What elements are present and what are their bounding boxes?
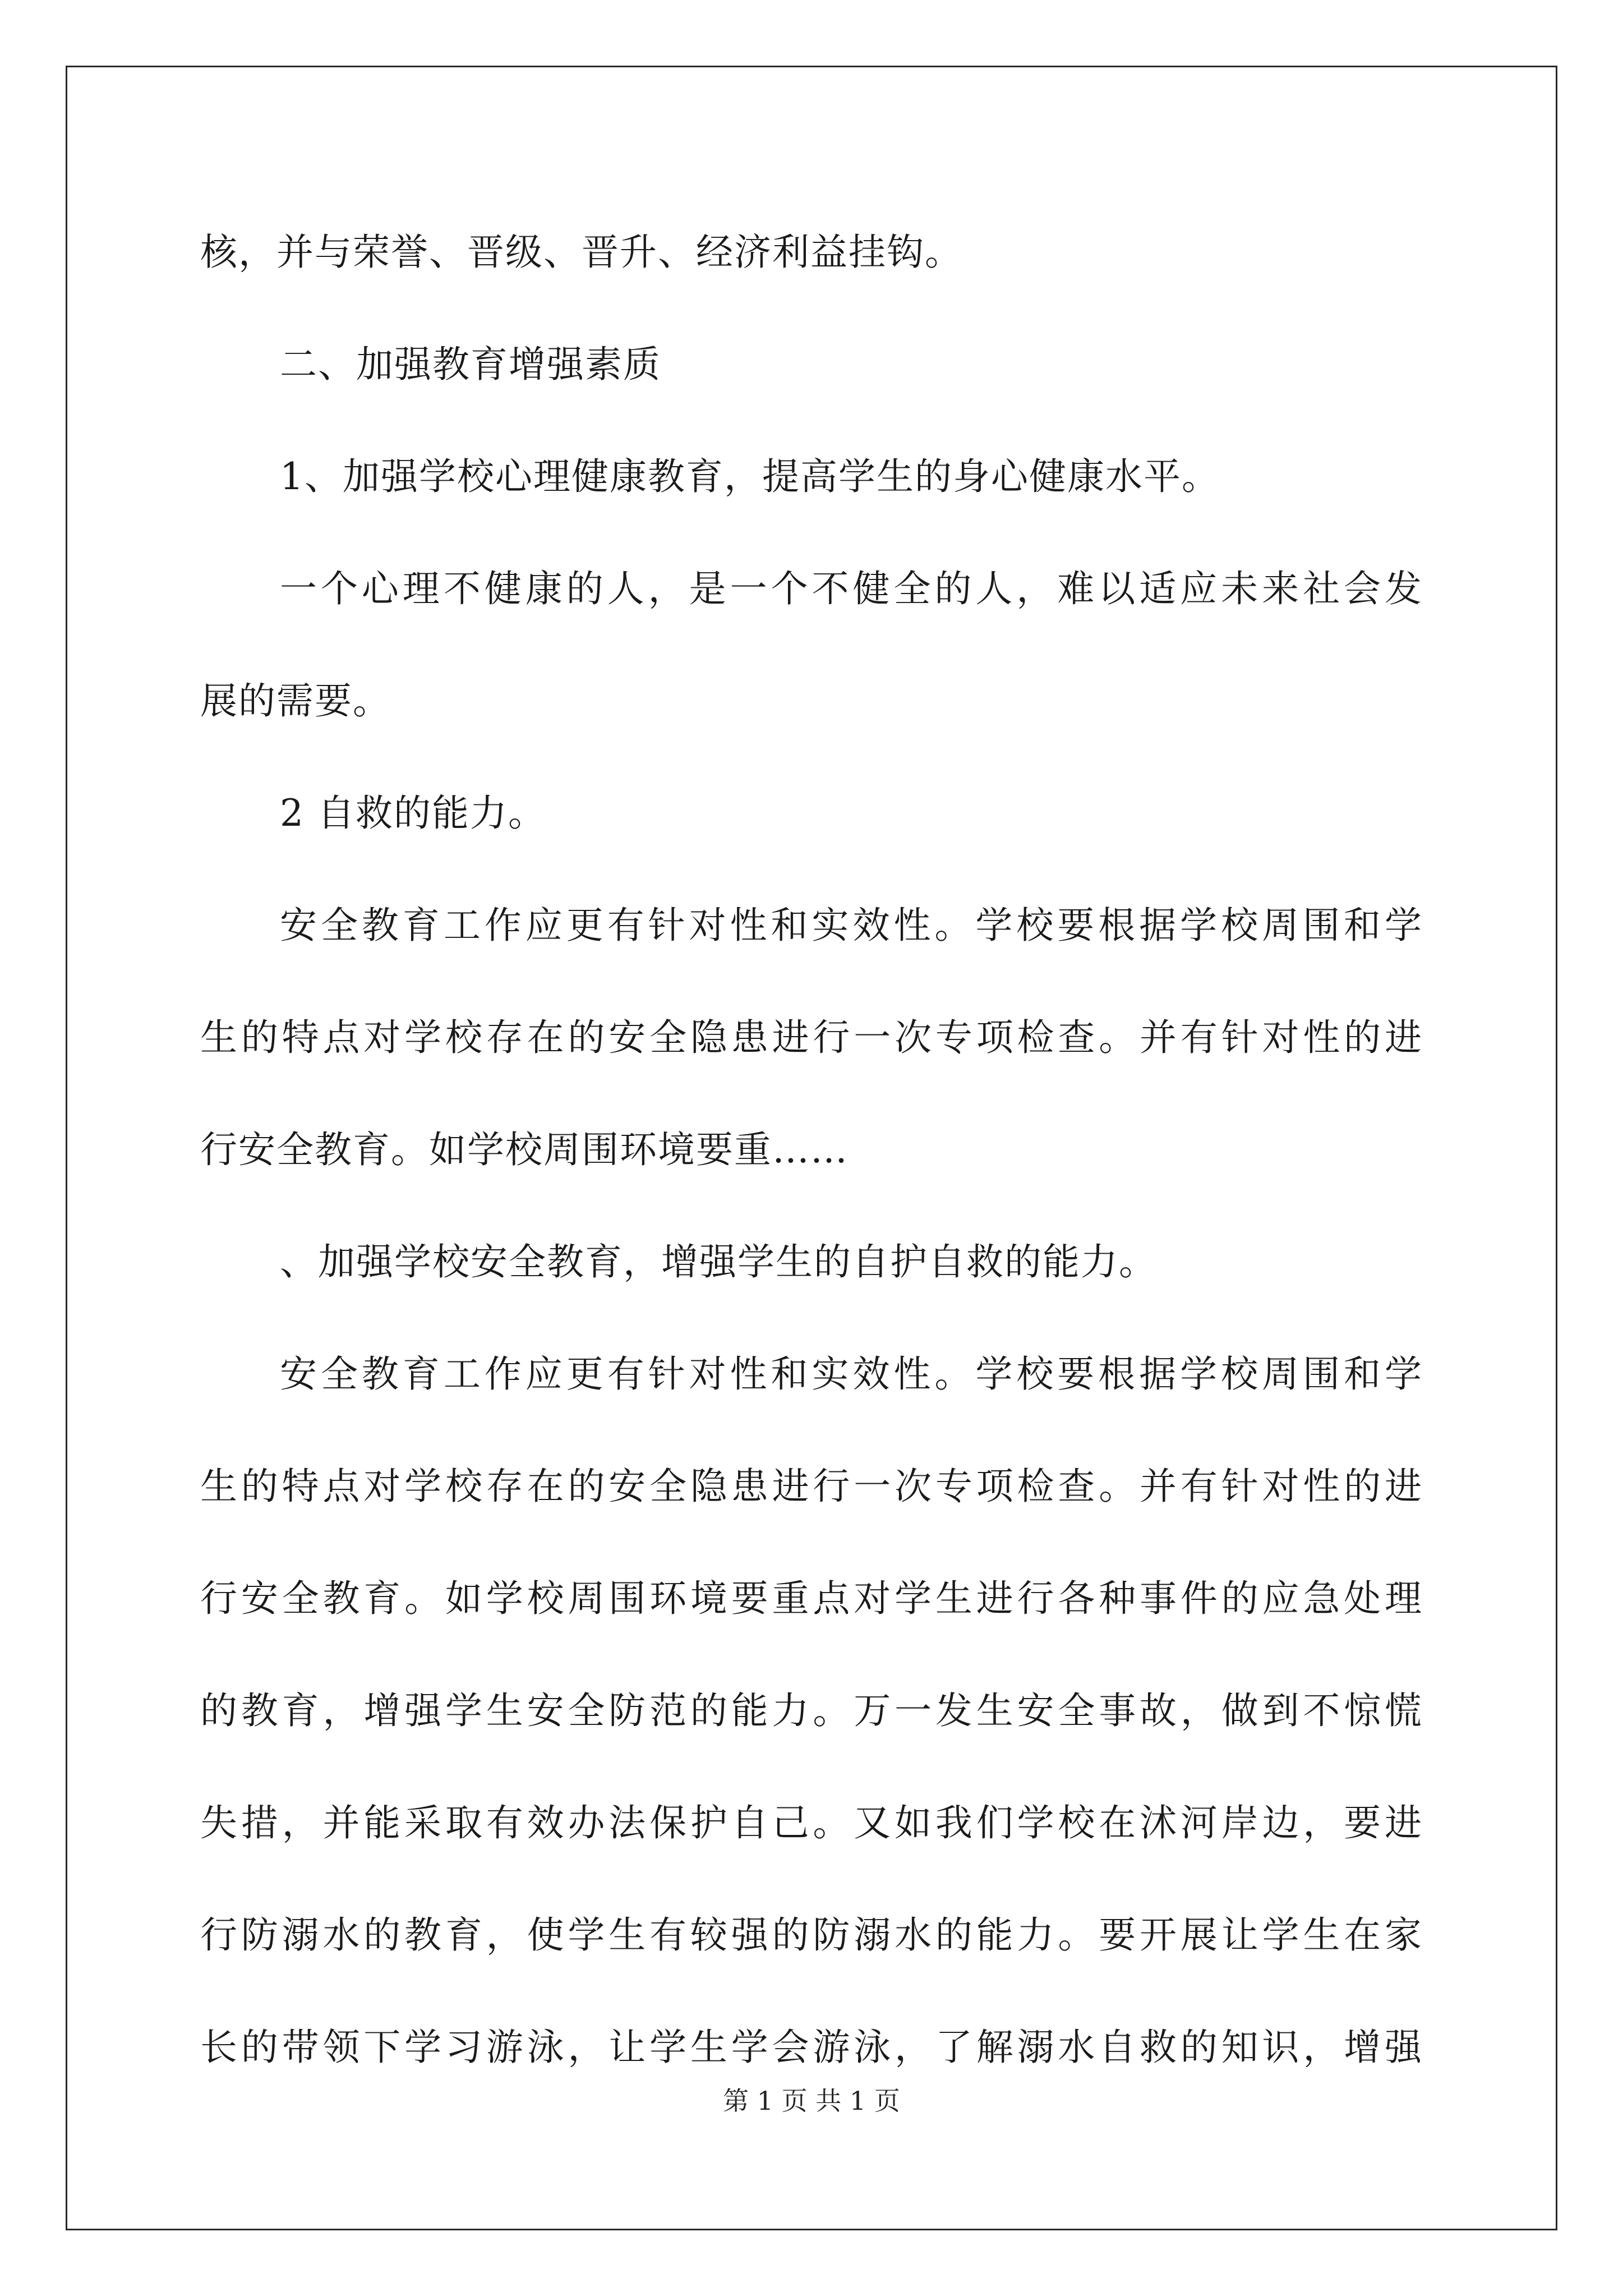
subsection-heading: 1、加强学校心理健康教育，提高学生的身心健康水平。 — [280, 455, 1220, 498]
text-line: 生的特点对学校存在的安全隐患进行一次专项检查。并有针对性的进 — [200, 1465, 1423, 1508]
section-heading: 二、加强教育增强素质 — [280, 343, 661, 386]
text-line: 2 自救的能力。 — [280, 792, 546, 835]
page-footer: 第 1 页 共 1 页 — [723, 2086, 900, 2116]
subsection-heading: 、加强学校安全教育，增强学生的自护自救的能力。 — [280, 1240, 1157, 1283]
text-line: 核，并与荣誉、晋级、晋升、经济利益挂钩。 — [200, 231, 963, 274]
document-body — [200, 196, 1423, 2104]
text-line: 一个心理不健康的人，是一个不健全的人，难以适应未来社会发 — [280, 567, 1423, 610]
text-line: 行防溺水的教育，使学生有较强的防溺水的能力。要开展让学生在家 — [200, 1913, 1423, 1957]
text-line: 安全教育工作应更有针对性和实效性。学校要根据学校周围和学 — [280, 1352, 1423, 1396]
text-line: 失措，并能采取有效办法保护自己。又如我们学校在沭河岸边，要进 — [200, 1801, 1423, 1844]
text-line: 安全教育工作应更有针对性和实效性。学校要根据学校周围和学 — [280, 904, 1423, 947]
text-line: 的教育，增强学生安全防范的能力。万一发生安全事故，做到不惊慌 — [200, 1689, 1423, 1732]
text-line: 长的带领下学习游泳，让学生学会游泳，了解溺水自救的知识，增强 — [200, 2026, 1423, 2069]
text-line: 展的需要。 — [200, 679, 391, 723]
text-line: 生的特点对学校存在的安全隐患进行一次专项检查。并有针对性的进 — [200, 1016, 1423, 1059]
text-line: 行安全教育。如学校周围环境要重点对学生进行各种事件的应急处理 — [200, 1577, 1423, 1620]
text-line: 行安全教育。如学校周围环境要重…… — [200, 1128, 849, 1171]
